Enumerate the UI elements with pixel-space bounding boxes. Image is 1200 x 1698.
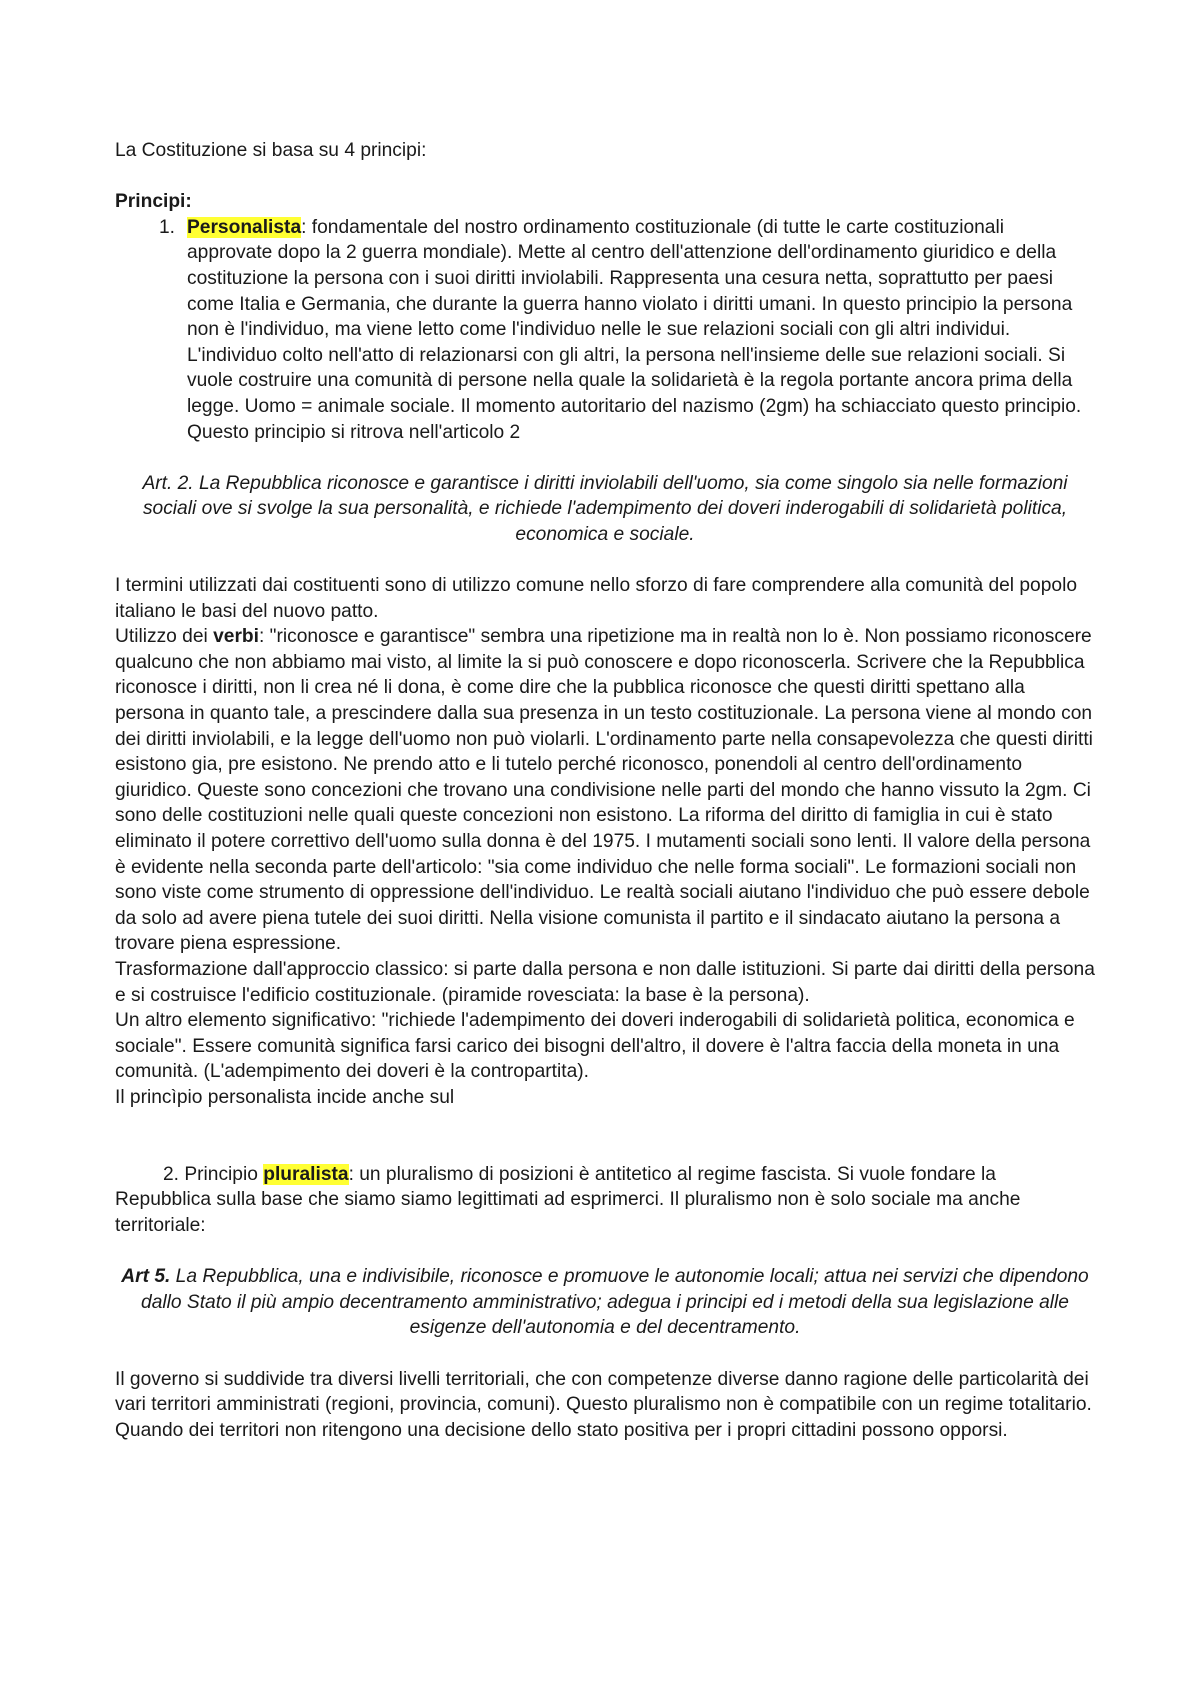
list-item-text	[187, 215, 1087, 445]
list-item-pluralista	[115, 1162, 1095, 1239]
article-2-quote: Art. 2. La Repubblica riconosce e garantisce i diritti inviolabili dell'uomo, sia come singolo sia nelle formazioni sociali ove si svolge la sua personalità, e richiede l'adempimento dei doveri inderogabili di solidarietà politica, economica e sociale.	[142, 472, 1068, 545]
document-page	[115, 138, 1095, 1443]
bold-term: verbi	[213, 626, 259, 648]
item-description: : fondamentale del nostro ordinamento costituzionale (di tutte le carte costituzionali approvate dopo la 2 guerra mondiale). Mette al centro dell'attenzione dell'ordinamento giuridico e della costituzione la persona con i suoi diritti inviolabili. Rappresenta una cesura netta, soprattutto per paesi come Italia e Germania, che durante la guerra hanno violato i diritti umani. In questo principio la persona non è l'individuo, ma viene letto come l'individuo nelle le sue relazioni sociali con gli altri individui. L'individuo colto nell'atto di relazionarsi con gli altri, la persona nell'insieme delle sue relazioni sociali. Si vuole costruire una comunità di persone nella quale la solidarietà è la regola portante ancora prima della legge. Uomo = animale sociale. Il momento autoritario del nazismo (2gm) ha schiacciato questo principio. Questo principio si ritrova nell'articolo 2	[187, 216, 1082, 443]
item-description: : un pluralismo di posizioni è antitetico al regime fascista. Si vuole fondare la Repubblica sulla base che siamo siamo legittimati ad esprimerci. Il pluralismo non è solo sociale ma anche territoriale:	[115, 1163, 1021, 1236]
highlight-term: pluralista	[263, 1163, 349, 1185]
article-5-quote	[115, 1264, 1095, 1341]
paragraph-altro-elemento: Un altro elemento significativo: "richiede l'adempimento dei doveri inderogabili di solidarietà politica, economica e sociale". Essere comunità significa farsi carico dei bisogni dell'altro, il dovere è l'altra faccia della moneta in una comunità. (L'adempimento dei doveri è la contropartita).	[115, 1010, 1075, 1083]
pluralista-lead: 2. Principio	[163, 1163, 264, 1185]
list-item-personalista	[115, 215, 1095, 445]
section-heading: Principi:	[115, 191, 192, 213]
verbi-lead: Utilizzo dei	[115, 626, 214, 648]
paragraph-termini: I termini utilizzati dai costituenti sono di utilizzo comune nello sforzo di fare comprendere alla comunità del popolo italiano le basi del nuovo patto.	[115, 575, 1078, 622]
list-number: 1.	[158, 216, 175, 238]
highlight-term: Personalista	[187, 216, 302, 238]
paragraph-trasformazione: Trasformazione dall'approccio classico: si parte dalla persona e non dalle istituzioni. Si parte dai diritti della persona e si costruisce l'edificio costituzionale. (piramide rovesciata: la base è la persona).	[115, 959, 1095, 1006]
paragraph-incide: Il princìpio personalista incide anche sul	[115, 1086, 455, 1108]
article-label: Art 5.	[121, 1266, 171, 1288]
verbi-text: : "riconosce e garantisce" sembra una ripetizione ma in realtà non lo è. Non possiamo riconoscere qualcuno che non abbiamo mai visto, al limite la si può conoscere e dopo riconoscerla. Scrivere che la Repubblica riconosce i diritti, non li crea né li dona, è come dire che la pubblica riconosce che questi diritti spettano alla persona in quanto tale, a prescindere dalla sua presenza in un testo costituzionale. La persona viene al mondo con dei diritti inviolabili, e la legge dell'uomo non può violarli. L'ordinamento parte nella consapevolezza che questi diritti esistono gia, pre esistono. Ne prendo atto e li tutelo perché riconosco, ponendoli al centro dell'ordinamento giuridico. Queste sono concezioni che trovano una condivisione nelle parti del mondo che hanno vissuto la 2gm. Ci sono delle costituzioni nelle quali queste concezioni non esistono. La riforma del diritto di famiglia in cui è stato eliminato il potere correttivo dell'uomo sulla donna è del 1975. I mutamenti sociali sono lenti. Il valore della persona è evidente nella seconda parte dell'articolo: "sia come individuo che nelle forma sociali". Le formazioni sociali non sono viste come strumento di oppressione dell'individuo. Le realtà sociali aiutano l'individuo che può essere debole da solo ad avere piena tutele dei suoi diritti. Nella visione comunista il partito e il sindacato aiutano la persona a trovare piena espressione.	[115, 626, 1093, 955]
intro-line: La Costituzione si basa su 4 principi:	[115, 140, 427, 161]
paragraph-verbi	[115, 624, 1095, 957]
paragraph-governo: Il governo si suddivide tra diversi livelli territoriali, che con competenze diverse danno ragione delle particolarità dei vari territori amministrati (regioni, provincia, comuni). Questo pluralismo non è compatibile con un regime totalitario. Quando dei territori non ritengono una decisione dello stato positiva per i propri cittadini possono opporsi.	[115, 1368, 1092, 1441]
article-text: La Repubblica, una e indivisibile, riconosce e promuove le autonomie locali; attua nei servizi che dipendono dallo Stato il più ampio decentramento amministrativo; adegua i principi ed i metodi della sua legislazione alle esigenze dell'autonomia e del decentramento.	[141, 1266, 1089, 1339]
